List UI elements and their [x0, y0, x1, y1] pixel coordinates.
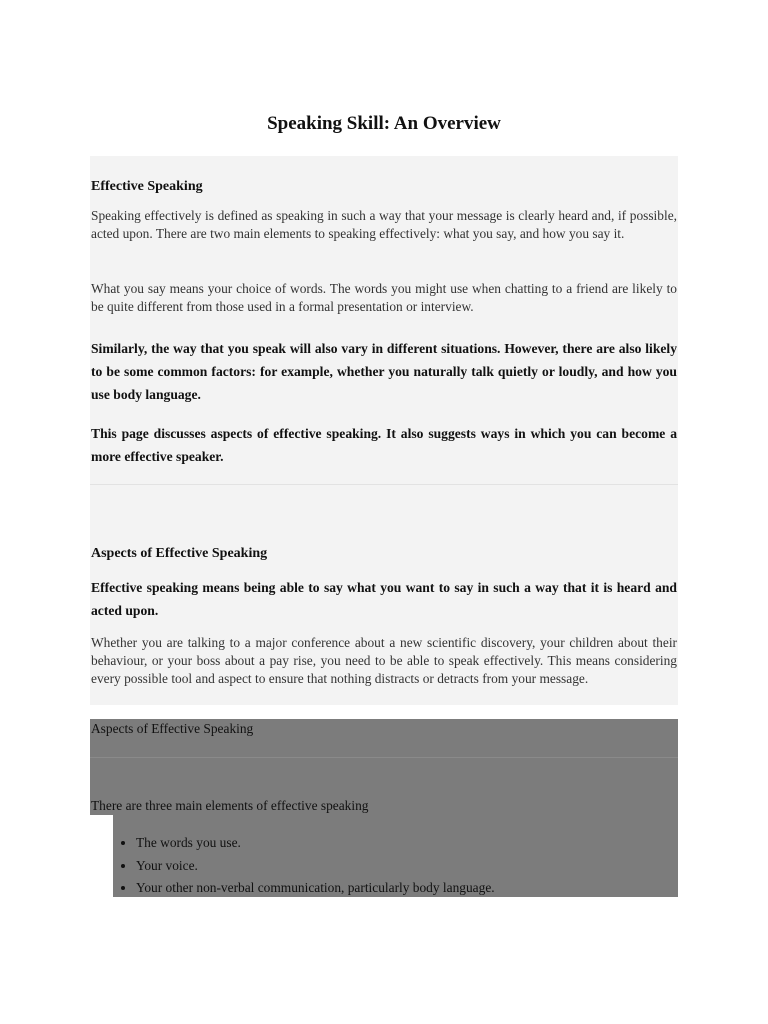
paragraph-choice-of-words: What you say means your choice of words. The words you might use when chatting to a friend are likely to be quite different from those used in a formal presentation or interview.: [91, 281, 677, 314]
list-item: • The words you use.: [136, 832, 495, 855]
elements-list: [113, 832, 495, 900]
section-heading-effective-speaking: Effective Speaking: [91, 179, 203, 194]
section-heading-aspects: Aspects of Effective Speaking: [91, 546, 268, 561]
highlight-divider: [90, 757, 678, 758]
page-title: Speaking Skill: An Overview: [267, 113, 501, 134]
paragraph-situations: Similarly, the way that you speak will also vary in different situations. However, there are also likely to be some common factors: for example, whether you naturally talk quietly or loudly, and how you use body language.: [91, 341, 677, 402]
highlight-heading: Aspects of Effective Speaking: [91, 721, 254, 736]
list-item: • Your voice.: [136, 855, 495, 878]
paragraph-conference-example: Whether you are talking to a major conference about a new scientific discovery, your children about their behaviour, or your boss about a pay rise, you need to be able to speak effectively. This means considering every possible tool and aspect to ensure that nothing distracts or detracts from your message.: [91, 635, 677, 686]
paragraph-page-summary: This page discusses aspects of effective speaking. It also suggests ways in which you can become a more effective speaker.: [91, 426, 677, 464]
list-item: • Your other non-verbal communication, particularly body language.: [136, 877, 495, 900]
paragraph-aspects-definition: Effective speaking means being able to say what you want to say in such a way that it is heard and acted upon.: [91, 580, 677, 618]
highlight-intro: There are three main elements of effective speaking: [91, 798, 369, 813]
paragraph-definition: Speaking effectively is defined as speaking in such a way that your message is clearly heard and, if possible, acted upon. There are two main elements to speaking effectively: what you say, and how you say it.: [91, 208, 677, 241]
